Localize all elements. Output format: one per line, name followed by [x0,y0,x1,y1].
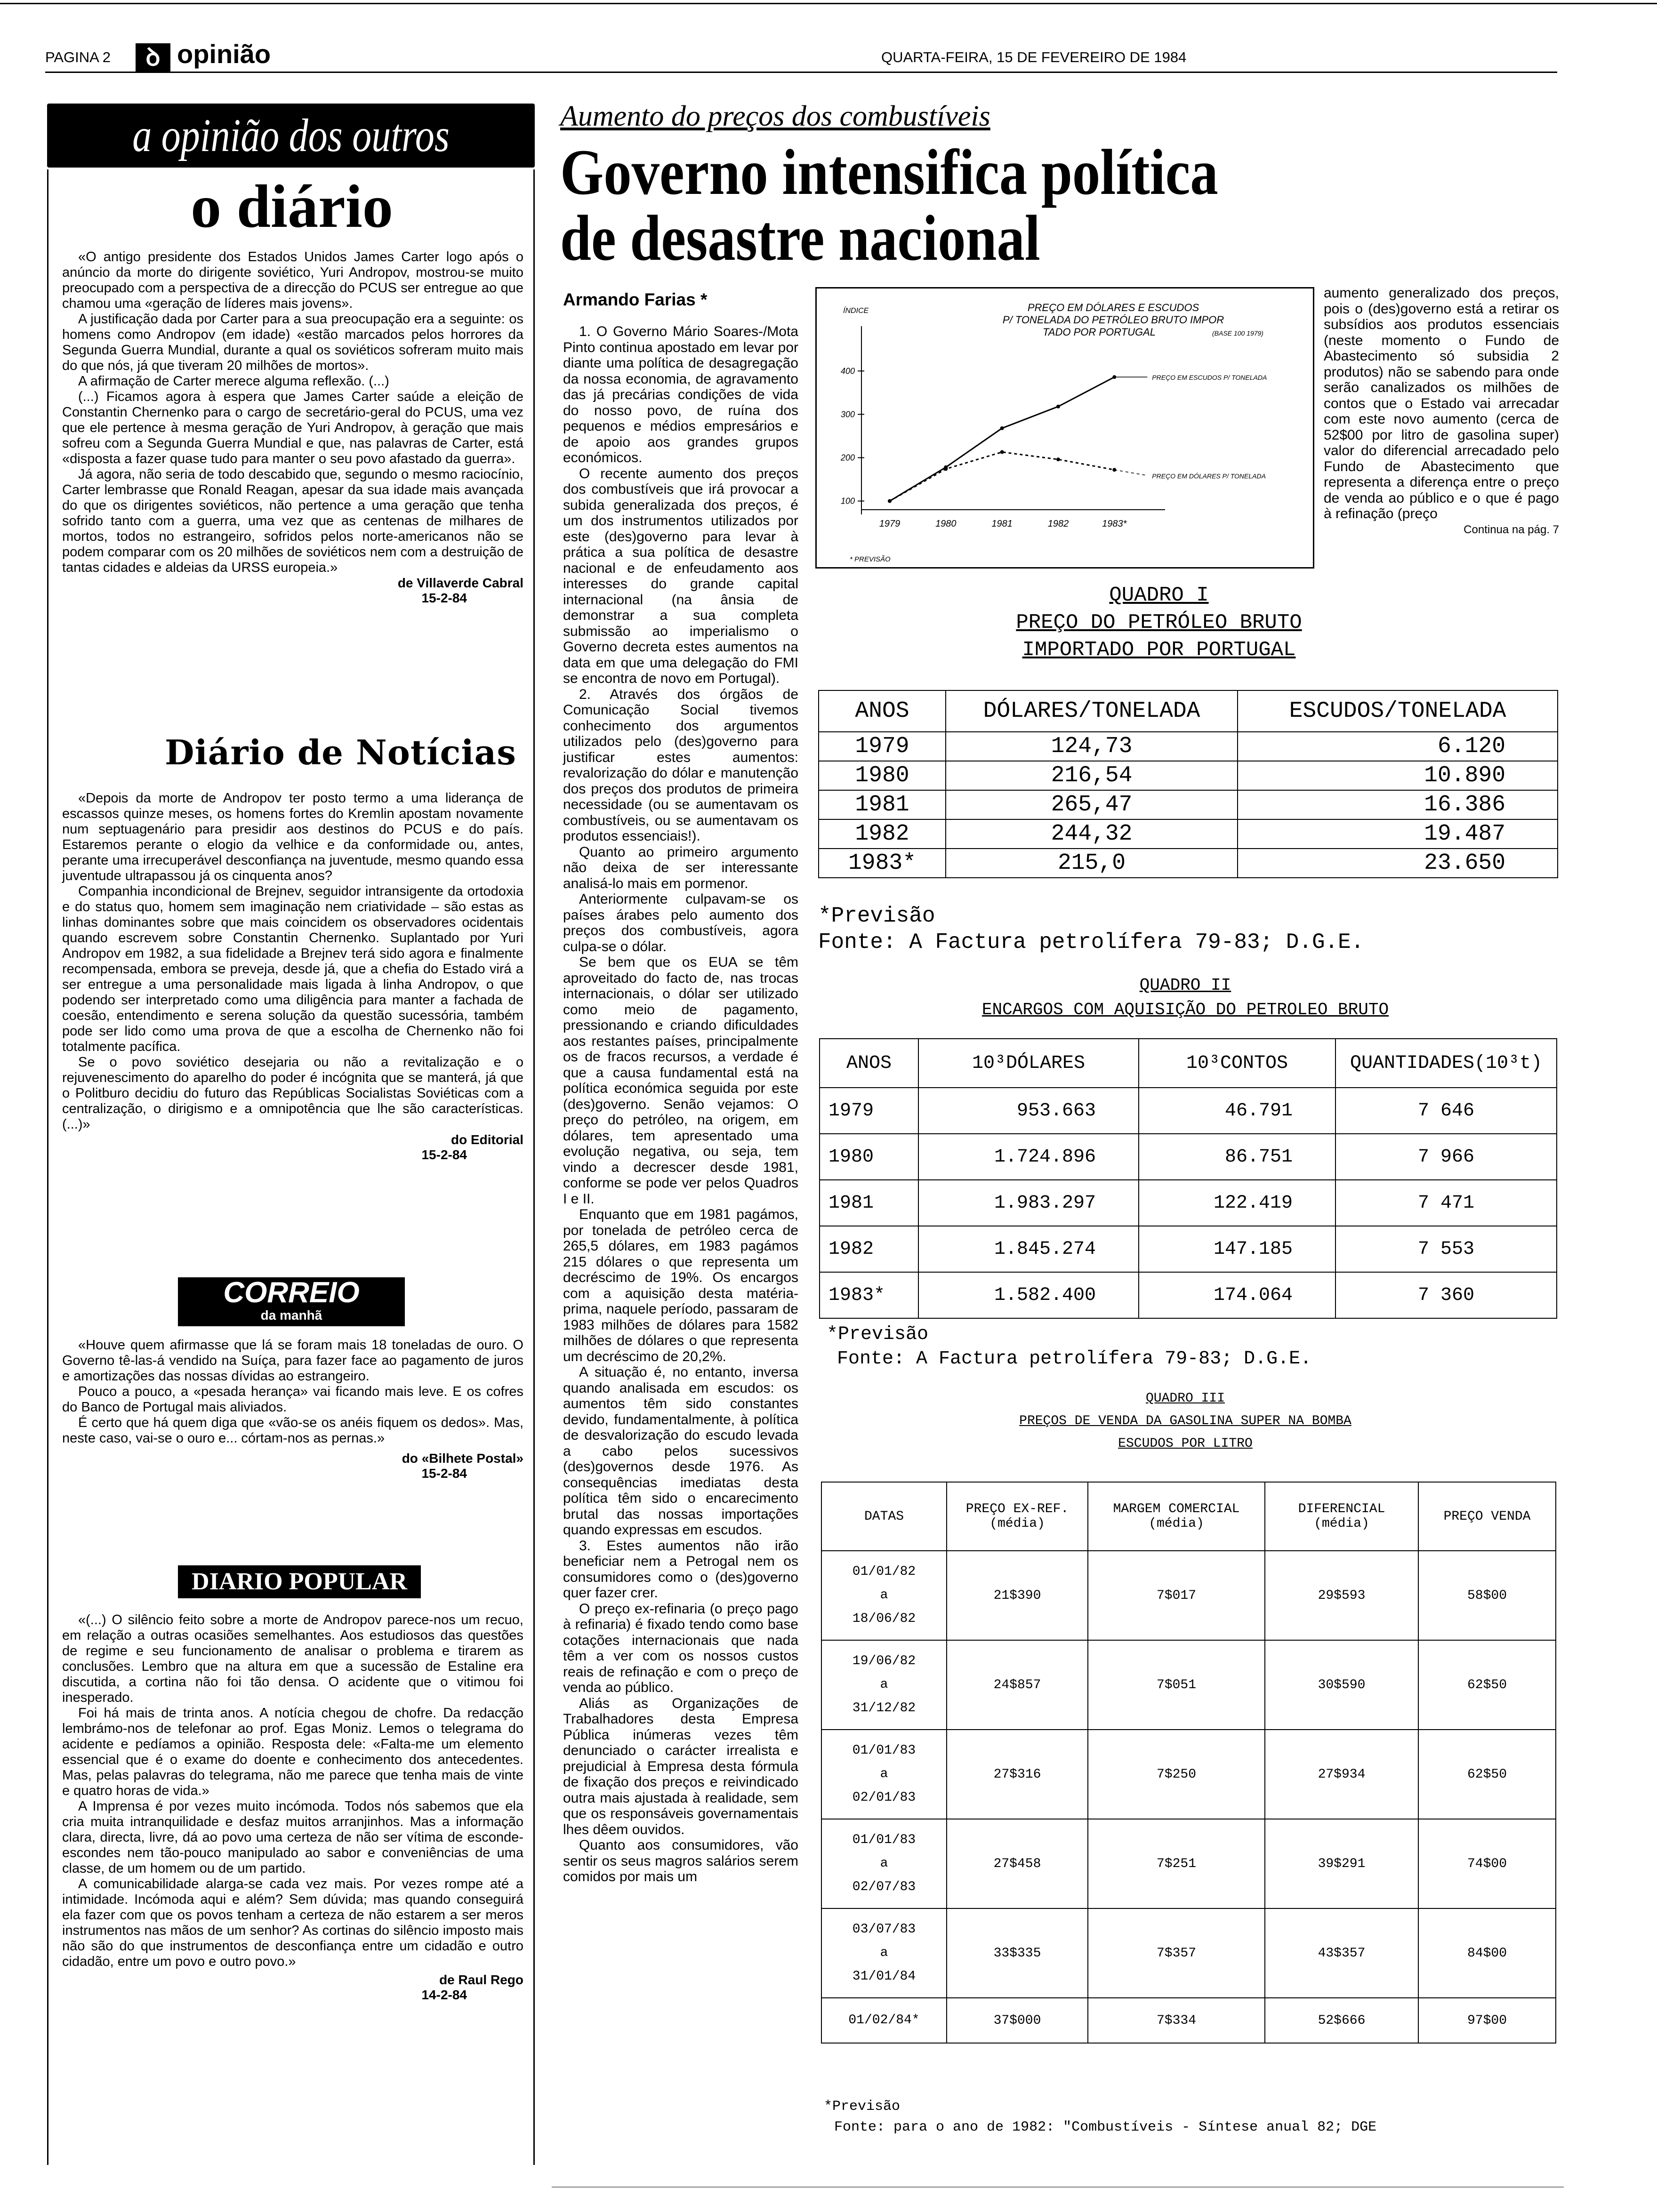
odiario-para: (...) Ficamos agora à espera que James Carter saúde a eleição de Constantin Chernenko para o cargo de secretário-geral do PCUS, uma vez que ele pertence à mesma geração de Yuri Andropov, à geração que mais sofreu com a Segunda Guerra Mundial e que, nas palavras de Carter, está «disposta a fazer quase tudo para manter o seu povo afastado da guerra». [62,389,523,466]
odiario-logo: o diário [191,173,393,240]
chart-series-label: PREÇO EM ESCUDOS P/ TONELADA [1152,374,1267,382]
table-row [820,1226,1557,1272]
dp-para: A Imprensa é por vezes muito incómoda. Todos nós sabemos que ela cria muita intranquilidade e desfaz muitos arranjinhos. Mas a informação clara, directa, livre, dá ao povo uma certeza de não ser vítima de esconde-escondes nem tão-pouco manipulado ao sabor e conveniências de uma classe, de um homem ou de um partido. [62,1799,523,1876]
quadro2-body [820,1088,1557,1318]
diario-popular-logo: DIARIO POPULAR [178,1565,421,1598]
chart-title-line: P/ TONELADA DO PETRÓLEO BRUTO IMPOR [1002,314,1224,326]
quadro2-note: *Previsão [827,1324,929,1345]
chart-series-line [890,452,1114,501]
article-para: 1. O Governo Mário Soares-/Mota Pinto continua apostado em levar por diante uma política de desagregação da nossa economia, de agravamento das já precárias condições de vida do nosso povo, de ruína dos pequenos e médios empresários e de apoio aos grandes grupos económicos. [563,324,798,465]
dn-signature: do Editorial [451,1132,523,1147]
table-cell: 215,0 [946,849,1238,878]
table-cell: 7$251 [1088,1819,1265,1908]
table-header-row [819,690,1558,732]
table-cell [821,1730,947,1819]
table-cell: 58$00 [1418,1551,1556,1640]
table-cell [821,1998,947,2043]
article-para: Quanto aos consumidores, vão sentir os seus magros salários serem comidos por mais um [563,1837,798,1884]
table-row [821,1640,1556,1730]
correio-logo [178,1277,405,1326]
date-line: a [880,1588,888,1603]
table-header-sub: (média) [1149,1516,1204,1531]
article-byline: Armando Farias * [563,290,708,309]
banner-title: a opinião dos outros [132,109,450,161]
article-para: O recente aumento dos preços dos combustíveis que irá provocar a subida generalizada dos preços, é um dos instrumentos utilizados por este (des)governo para levar à prática a sua política de desastre nacional e de enfeudamento aos interesses do grande capital internacional (na ânsia de demonstrar a sua completa submissão ao imperialismo o Governo decreta estes aumentos na data em que uma delegação do FMI se encontra de novo em Portugal). [563,465,798,686]
table-header [1265,1482,1418,1551]
chart-point [1000,426,1004,430]
chart-x-tick-label: 1982 [1047,519,1069,529]
section-title: opinião [177,39,271,69]
date-line: 01/01/83 [852,1833,916,1847]
quadro2-notes [827,1322,1311,1371]
table-cell: 52$666 [1265,1998,1418,2043]
quadro3-title: QUADRO III [1145,1391,1225,1406]
table-cell [821,1908,947,1998]
article-para: 2. Através dos órgãos de Comunicação Social tivemos conhecimento dos argumentos utilizados pelo (des)governo para justificar estes aumentos: revalorização do dólar e manutenção dos preços dos produtos de primeira necessidade (ou se aumentavam os combustíveis, ou se aumentavam os produtos essenciais!). [563,686,798,844]
table-row [819,790,1558,819]
table-cell: 24$857 [947,1640,1088,1730]
table-header: ANOS [820,1039,918,1088]
table-cell: 1983* [819,849,946,878]
table-cell: 33$335 [947,1908,1088,1998]
table-cell: 244,32 [946,819,1238,849]
table-row [820,1088,1557,1134]
table-row [821,1819,1556,1908]
article-para: Quanto ao primeiro argumento não deixa de ser interessante analisá-lo mais em pormenor. [563,844,798,891]
table-cell: 1980 [819,761,946,790]
table-row [820,1272,1557,1318]
odiario-signature: de Villaverde Cabral [397,576,523,590]
table-cell: 27$934 [1265,1730,1418,1819]
table-cell: 1.582.400 [918,1272,1139,1318]
dp-para: A comunicabilidade alarga-se cada vez mais. Por vezes rompe até a intimidade. Incómoda aqui e além? Sem dúvida; mas quando conseguirá ela fazer com que os povos tenham a certeza de não estarem a ser meros instrumentos nas mãos de um senhor? As cortinas do silêncio imposto mais não são do que instrumentos de desconfiança entre um cidadão e outro cidadão, entre um povo e outro povo.» [62,1876,523,1969]
table-cell: 97$00 [1418,1998,1556,2043]
top-rule [0,3,1657,4]
table-cell: 7$357 [1088,1908,1265,1998]
table-cell [821,1551,947,1640]
date-line: 02/07/83 [852,1880,916,1894]
table-cell: 7 360 [1335,1272,1557,1318]
dp-para: «(...) O silêncio feito sobre a morte de Andropov parece-nos um recuo, em relação a outras ocasiões semelhantes. Aos estudiosos das questões de regime e seu funcionamento de analisar o problema e tirarem as conclusões. Lembro que na altura em que a sucessão de Estaline era discutida, a cortina não foi tão densa. O acidente que o vitimou foi inesperado. [62,1612,523,1705]
date-line: 02/01/83 [852,1790,916,1805]
table-cell: 124,73 [946,732,1238,761]
quadro3-note: *Previsão [824,2099,901,2115]
chart-point [888,499,892,503]
table-header-sub: (média) [989,1516,1045,1531]
table-cell: 1979 [819,732,946,761]
chart-series-line [890,377,1114,501]
article-para: A situação é, no entanto, inversa quando analisada em escudos: os aumentos têm sido constantes devido, fundamentalmente, à política de desvalorização do escudo levada a cabo pelos sucessivos (des)governos desde 1976. As consequências imediatas desta política têm sido o encarecimento brutal das nossas importações quando expressas em escudos. [563,1364,798,1538]
cm-date: 15-2-84 [421,1466,467,1481]
page-number: PAGINA 2 [45,49,111,65]
quadro1-table [818,690,1558,878]
dn-para: Se o povo soviético desejaria ou não a revitalização e o rejuvenescimento do aparelho do poder é incógnita que se manterá, já que o Politburo decidiu do futuro das Repúblicas Socialistas Soviéticas com a centralização, o dirigismo e a omnipotência que lhe são características. (...)» [62,1055,523,1132]
table-cell: 86.751 [1139,1134,1335,1180]
article-para: O preço ex-refinaria (o preço pago à refinaria) é fixado tendo como base cotações internacionais que nada têm a ver com os nossos custos reais de refinação e com o preço de venda ao público. [563,1601,798,1695]
table-cell: 1979 [820,1088,918,1134]
quadro3-source: Fonte: para o ano de 1982: "Combustíveis - Síntese anual 82; DGE [834,2119,1377,2135]
table-cell: 1981 [820,1180,918,1226]
article-headline-2: de desastre nacional [560,202,1040,274]
quadro3-table [821,1482,1556,2044]
table-row [821,1998,1556,2043]
table-cell: 122.419 [1139,1180,1335,1226]
dp-signature: de Raul Rego [439,1972,523,1987]
chart-y-tick-label: 200 [840,453,855,463]
table-header: ANOS [819,690,946,732]
quadro2-subtitle: ENCARGOS COM AQUISIÇÃO DO PETROLEO BRUTO [981,1000,1389,1019]
table-cell: 953.663 [918,1088,1139,1134]
table-cell: 147.185 [1139,1226,1335,1272]
table-header: DÓLARES/TONELADA [946,690,1238,732]
table-header: 10³CONTOS [1139,1039,1335,1088]
article-para: Aliás as Organizações de Trabalhadores desta Empresa Pública inúmeras vezes têm denunciado o carácter irrealista e prejudicial à Empresa desta fórmula de fixação dos preços e reivindicado outra mais ajustada à realidade, sem que os responsáveis governamentais lhes dêem ouvidos. [563,1695,798,1837]
table-header-row [820,1039,1557,1088]
correio-logo-top: CORREIO [223,1276,360,1309]
dn-para: «Depois da morte de Andropov ter posto termo a uma liderança de escassos quinze meses, os homens fortes do Kremlin apostam novamente num septuagenário para presidir aos destinos do PCUS e do país. Estaremos perante o elogio da velhice e da conformidade ou, antes, perante uma irrecuperável desconfiança na juventude, mesmo quando essa juventude ultrapassou já os cinquenta anos? [62,791,523,883]
odiario-para: «O antigo presidente dos Estados Unidos James Carter logo após o anúncio da morte do dirigente soviético, Yuri Andropov, mostrou-se muito preocupado com a perspectiva de a direcção do PCUS ser entregue ao que chamou uma «geração de líderes mais jovens». [62,249,523,311]
table-row [821,1730,1556,1819]
quadro2-table [819,1038,1557,1319]
date-line: 19/06/82 [852,1654,916,1668]
publication-logo-icon: ꝺ [136,43,170,72]
table-cell: 1980 [820,1134,918,1180]
header-rule [45,72,1557,73]
table-cell [821,1819,947,1908]
quadro1-subtitle: PREÇO DO PETRÓLEO BRUTO [1016,611,1302,634]
header-date: QUARTA-FEIRA, 15 DE FEVEREIRO DE 1984 [881,49,1187,65]
table-cell: 46.791 [1139,1088,1335,1134]
table-cell: 1.845.274 [918,1226,1139,1272]
cm-article [62,1338,523,1481]
quadro3-body [821,1551,1556,2043]
chart-y-tick-label: 400 [840,366,855,376]
table-row [820,1180,1557,1226]
chart-title-line: TADO POR PORTUGAL [1042,326,1156,338]
table-row [821,1551,1556,1640]
left-column-rule-right [533,169,535,2165]
table-cell: 84$00 [1418,1908,1556,1998]
odiario-article [62,249,523,606]
chart-x-tick-label: 1979 [879,519,901,529]
table-cell: 30$590 [1265,1640,1418,1730]
opinion-banner [47,104,535,168]
article-para: Enquanto que em 1981 pagámos, por tonelada de petróleo cerca de 265,5 dólares, em 1983 pagámos 215 dólares o que representa um decréscimo de 19%. Os encargos com a aquisição desta matéria-prima, naquele período, passaram de 1983 milhões de dólares para 1582 milhões de dólares o que representa um decréscimo de 20,2%. [563,1207,798,1364]
table-cell: 23.650 [1238,849,1558,878]
table-cell: 16.386 [1238,790,1558,819]
left-column-rule [47,169,48,2165]
table-cell: 62$50 [1418,1640,1556,1730]
date-line: a [880,1946,888,1960]
quadro1-heading [815,582,1503,664]
table-cell: 216,54 [946,761,1238,790]
article-column-3 [1324,285,1559,537]
table-cell: 265,47 [946,790,1238,819]
table-row [819,732,1558,761]
date-line: 03/07/83 [852,1922,916,1937]
quadro1-notes [818,903,1364,955]
article-headline-1: Governo intensifica política [560,136,1218,208]
index-chart-svg [817,289,1313,567]
table-cell: 1981 [819,790,946,819]
date-line: 01/02/84* [848,2013,920,2028]
table-cell: 21$390 [947,1551,1088,1640]
table-header: DATAS [821,1482,947,1551]
table-cell: 7 471 [1335,1180,1557,1226]
table-cell: 1.724.896 [918,1134,1139,1180]
quadro1-note: *Previsão [818,904,935,928]
chart-y-tick-label: 100 [840,496,855,506]
quadro1-subtitle-2: IMPORTADO POR PORTUGAL [1022,638,1296,662]
quadro1-body [819,732,1558,878]
table-header [947,1482,1088,1551]
chart-marks [840,326,1267,529]
date-line: 18/06/82 [852,1611,916,1626]
table-cell: 19.487 [1238,819,1558,849]
article-kicker: Aumento do preços dos combustíveis [560,100,990,132]
chart-x-tick-label: 1981 [991,519,1013,529]
bottom-rule [552,2187,1564,2188]
quadro1-source: Fonte: A Factura petrolífera 79-83; D.G.E. [818,930,1364,954]
table-cell: 39$291 [1265,1819,1418,1908]
table-cell: 43$357 [1265,1908,1418,1998]
correio-logo-bottom: da manhã [260,1308,322,1322]
table-cell: 37$000 [947,1998,1088,2043]
table-cell: 7$051 [1088,1640,1265,1730]
quadro3-heading [818,1387,1552,1455]
dn-logo: Diário de Notícias [165,732,516,772]
table-row [819,849,1558,878]
chart-x-tick-label: 1983* [1102,519,1127,529]
chart-point [1000,450,1004,454]
cm-para: Pouco a pouco, a «pesada herança» vai ficando mais leve. E os cofres do Banco de Portugal mais aliviados. [62,1384,523,1415]
table-cell: 10.890 [1238,761,1558,790]
table-cell [821,1640,947,1730]
odiario-date: 15-2-84 [421,591,467,605]
dp-para: Foi há mais de trinta anos. A notícia chegou de chofre. Da redacção lembrámo-nos de telefonar ao prof. Egas Moniz. Lemos o telegrama do acidente e pedíamos a opinião. Resposta dele: «Falta-me um elemento essencial que é o exame do doente e conhecimento dos antecedentes. Mas, pelas palavras do telegrama, não me parece que tenha mais de vinte e quatro horas de vida.» [62,1706,523,1798]
dn-date: 15-2-84 [421,1147,467,1162]
quadro2-title: QUADRO II [1139,976,1231,995]
chart-x-tick-label: 1980 [935,519,957,529]
chart-footnote: * PREVISÃO [850,555,891,563]
odiario-para: A justificação dada por Carter para a sua preocupação era a seguinte: os homens como Andropov (em idade) «estão marcados pelos horrores da Segunda Guerra Mundial, durante a qual os soviéticos sofreram muito mais do que nós, já que tiveram 20 milhões de mortos». [62,312,523,373]
date-line: 31/12/82 [852,1701,916,1715]
table-header: QUANTIDADES(10³t) [1335,1039,1557,1088]
odiario-para: Já agora, não seria de todo descabido que, segundo o mesmo raciocínio, Carter lembrasse que Ronald Reagan, apesar da sua idade mais avançada do que os dirigentes soviéticos, não pertence a uma geração que tenha sofrido tanto com a guerra, uma vez que as centenas de milhares de mortos, todos no estrangeiro, sofridos pelos norte-americanos não se podem comparar com os 20 milhões de soviéticos nem com a destruição de tantas cidades e aldeias da URSS europeia.» [62,467,523,575]
table-cell: 6.120 [1238,732,1558,761]
date-line: 01/01/83 [852,1743,916,1758]
table-cell: 1983* [820,1272,918,1318]
chart-point [1056,405,1060,409]
article-para: aumento generalizado dos preços, pois o (des)governo está a retirar os subsídios aos produtos essenciais (neste momento o Fundo de Abastecimento só subsidia 2 produtos) não se sabendo para onde serão canalizados os milhões de contos que o Estado vai arrecadar com este novo aumento (cerca de 52$00 por litro de gasolina super) valor do diferencial arrecadado pelo Fundo de Abastecimento que representa a diferença entre o preço de venda ao público e o que é pago à refinação (preço [1324,285,1559,521]
chart-series-leader [1114,470,1147,475]
table-cell: 7 966 [1335,1134,1557,1180]
chart-series-label: PREÇO EM DÓLARES P/ TONELADA [1152,472,1266,480]
table-cell: 29$593 [1265,1551,1418,1640]
table-header-sub: (média) [1314,1516,1369,1531]
quadro1-title: QUADRO I [1109,584,1209,607]
index-chart [815,287,1314,569]
table-cell: 7$250 [1088,1730,1265,1819]
quadro2-heading [818,973,1552,1022]
table-cell: 174.064 [1139,1272,1335,1318]
chart-point [1056,457,1060,461]
article-para: Se bem que os EUA se têm aproveitado do facto de, nas trocas internacionais, o dólar ser utilizado como meio de pagamento, pressionando e criando dificuldades aos restantes países, principalmente os de fracos recursos, a verdade é que a causa fundamental está na política económica seguida por este (des)governo. Senão vejamos: O preço do petróleo, na origem, em dólares, tem apresentado uma evolução negativa, ou seja, tem vindo a decrescer desde 1981, conforme se pode ver pelos Quadros I e II. [563,954,798,1207]
table-cell: 27$316 [947,1730,1088,1819]
dn-para: Companhia incondicional de Brejnev, seguidor intransigente da ortodoxia e do status quo, homem sem imaginação nem criatividade – são estas as linhas dominantes sobre que mais coincidem os observadores ocidentais quando escrevem sobre Constantin Chernenko. Suplantado por Yuri Andropov em 1982, a sua fidelidade a Brejnev terá sido agora e finalmente recompensada, embora se preveja, desde já, que a chefia do Estado virá a ser entregue a uma personalidade mais ligada à linha Andropov, o que podendo ser interpretado como uma diligência para manter a fachada de coesão, entendimento e serena solução da questão sucessória, também pode ser lido como uma prova de que a escolha de Chernenko não foi totalmente pacífica. [62,884,523,1054]
table-cell: 1982 [819,819,946,849]
table-header: PREÇO VENDA [1418,1482,1556,1551]
odiario-para: A afirmação de Carter merece alguma reflexão. (...) [78,374,389,389]
table-cell: 7 553 [1335,1226,1557,1272]
table-cell: 1982 [820,1226,918,1272]
table-header-label: DIFERENCIAL [1298,1502,1385,1516]
table-header: 10³DÓLARES [918,1039,1139,1088]
table-cell: 62$50 [1418,1730,1556,1819]
table-row [821,1908,1556,1998]
quadro3-subtitle: PREÇOS DE VENDA DA GASOLINA SUPER NA BOMBA [1019,1414,1351,1428]
dn-article [62,791,523,1162]
table-header-row [821,1482,1556,1551]
table-header-label: MARGEM COMERCIAL [1113,1502,1240,1516]
cm-para: «Houve quem afirmasse que lá se foram mais 18 toneladas de ouro. O Governo tê-las-á vendido na Suíça, para fazer face ao pagamento de juros e amortizações das nossas dívidas ao estrangeiro. [62,1338,523,1384]
continue-note: Continua na pág. 7 [1464,523,1559,536]
table-row [820,1134,1557,1180]
quadro3-subtitle-2: ESCUDOS POR LITRO [1118,1436,1253,1451]
date-line: 31/01/84 [852,1969,916,1984]
table-header-label: PREÇO EX-REF. [965,1502,1069,1516]
cm-para: É certo que há quem diga que «vão-se os anéis fiquem os dedos». Mas, neste caso, vai-se o ouro e... córtam-nos as pernas.» [62,1415,523,1446]
article-column-1 [563,324,798,1885]
chart-title-line: PREÇO EM DÓLARES E ESCUDOS [1027,302,1199,313]
table-header: ESCUDOS/TONELADA [1238,690,1558,732]
chart-ylabel: ÍNDICE [843,307,869,315]
date-line: 01/01/82 [852,1564,916,1579]
dp-date: 14-2-84 [421,1988,467,2002]
quadro3-notes [824,2096,1376,2138]
table-row [819,761,1558,790]
table-cell: 7 646 [1335,1088,1557,1134]
table-cell: 7$017 [1088,1551,1265,1640]
chart-point [944,467,948,471]
table-cell: 1.983.297 [918,1180,1139,1226]
date-line: a [880,1677,888,1692]
table-cell: 27$458 [947,1819,1088,1908]
table-header [1088,1482,1265,1551]
dp-article [62,1612,523,2003]
chart-base-note: (BASE 100 1979) [1212,329,1263,337]
table-row [819,819,1558,849]
quadro2-source: Fonte: A Factura petrolífera 79-83; D.G.E. [837,1348,1312,1370]
date-line: a [880,1856,888,1871]
table-cell: 74$00 [1418,1819,1556,1908]
table-cell: 7$334 [1088,1998,1265,2043]
cm-signature: do «Bilhete Postal» [402,1451,523,1466]
chart-y-tick-label: 300 [840,409,855,419]
article-para: Anteriormente culpavam-se os países árabes pelo aumento dos preços dos combustíveis, agora culpa-se o dólar. [563,891,798,954]
article-para: 3. Estes aumentos não irão beneficiar nem a Petrogal nem os consumidores como o (des)governo quer fazer crer. [563,1538,798,1601]
date-line: a [880,1767,888,1781]
